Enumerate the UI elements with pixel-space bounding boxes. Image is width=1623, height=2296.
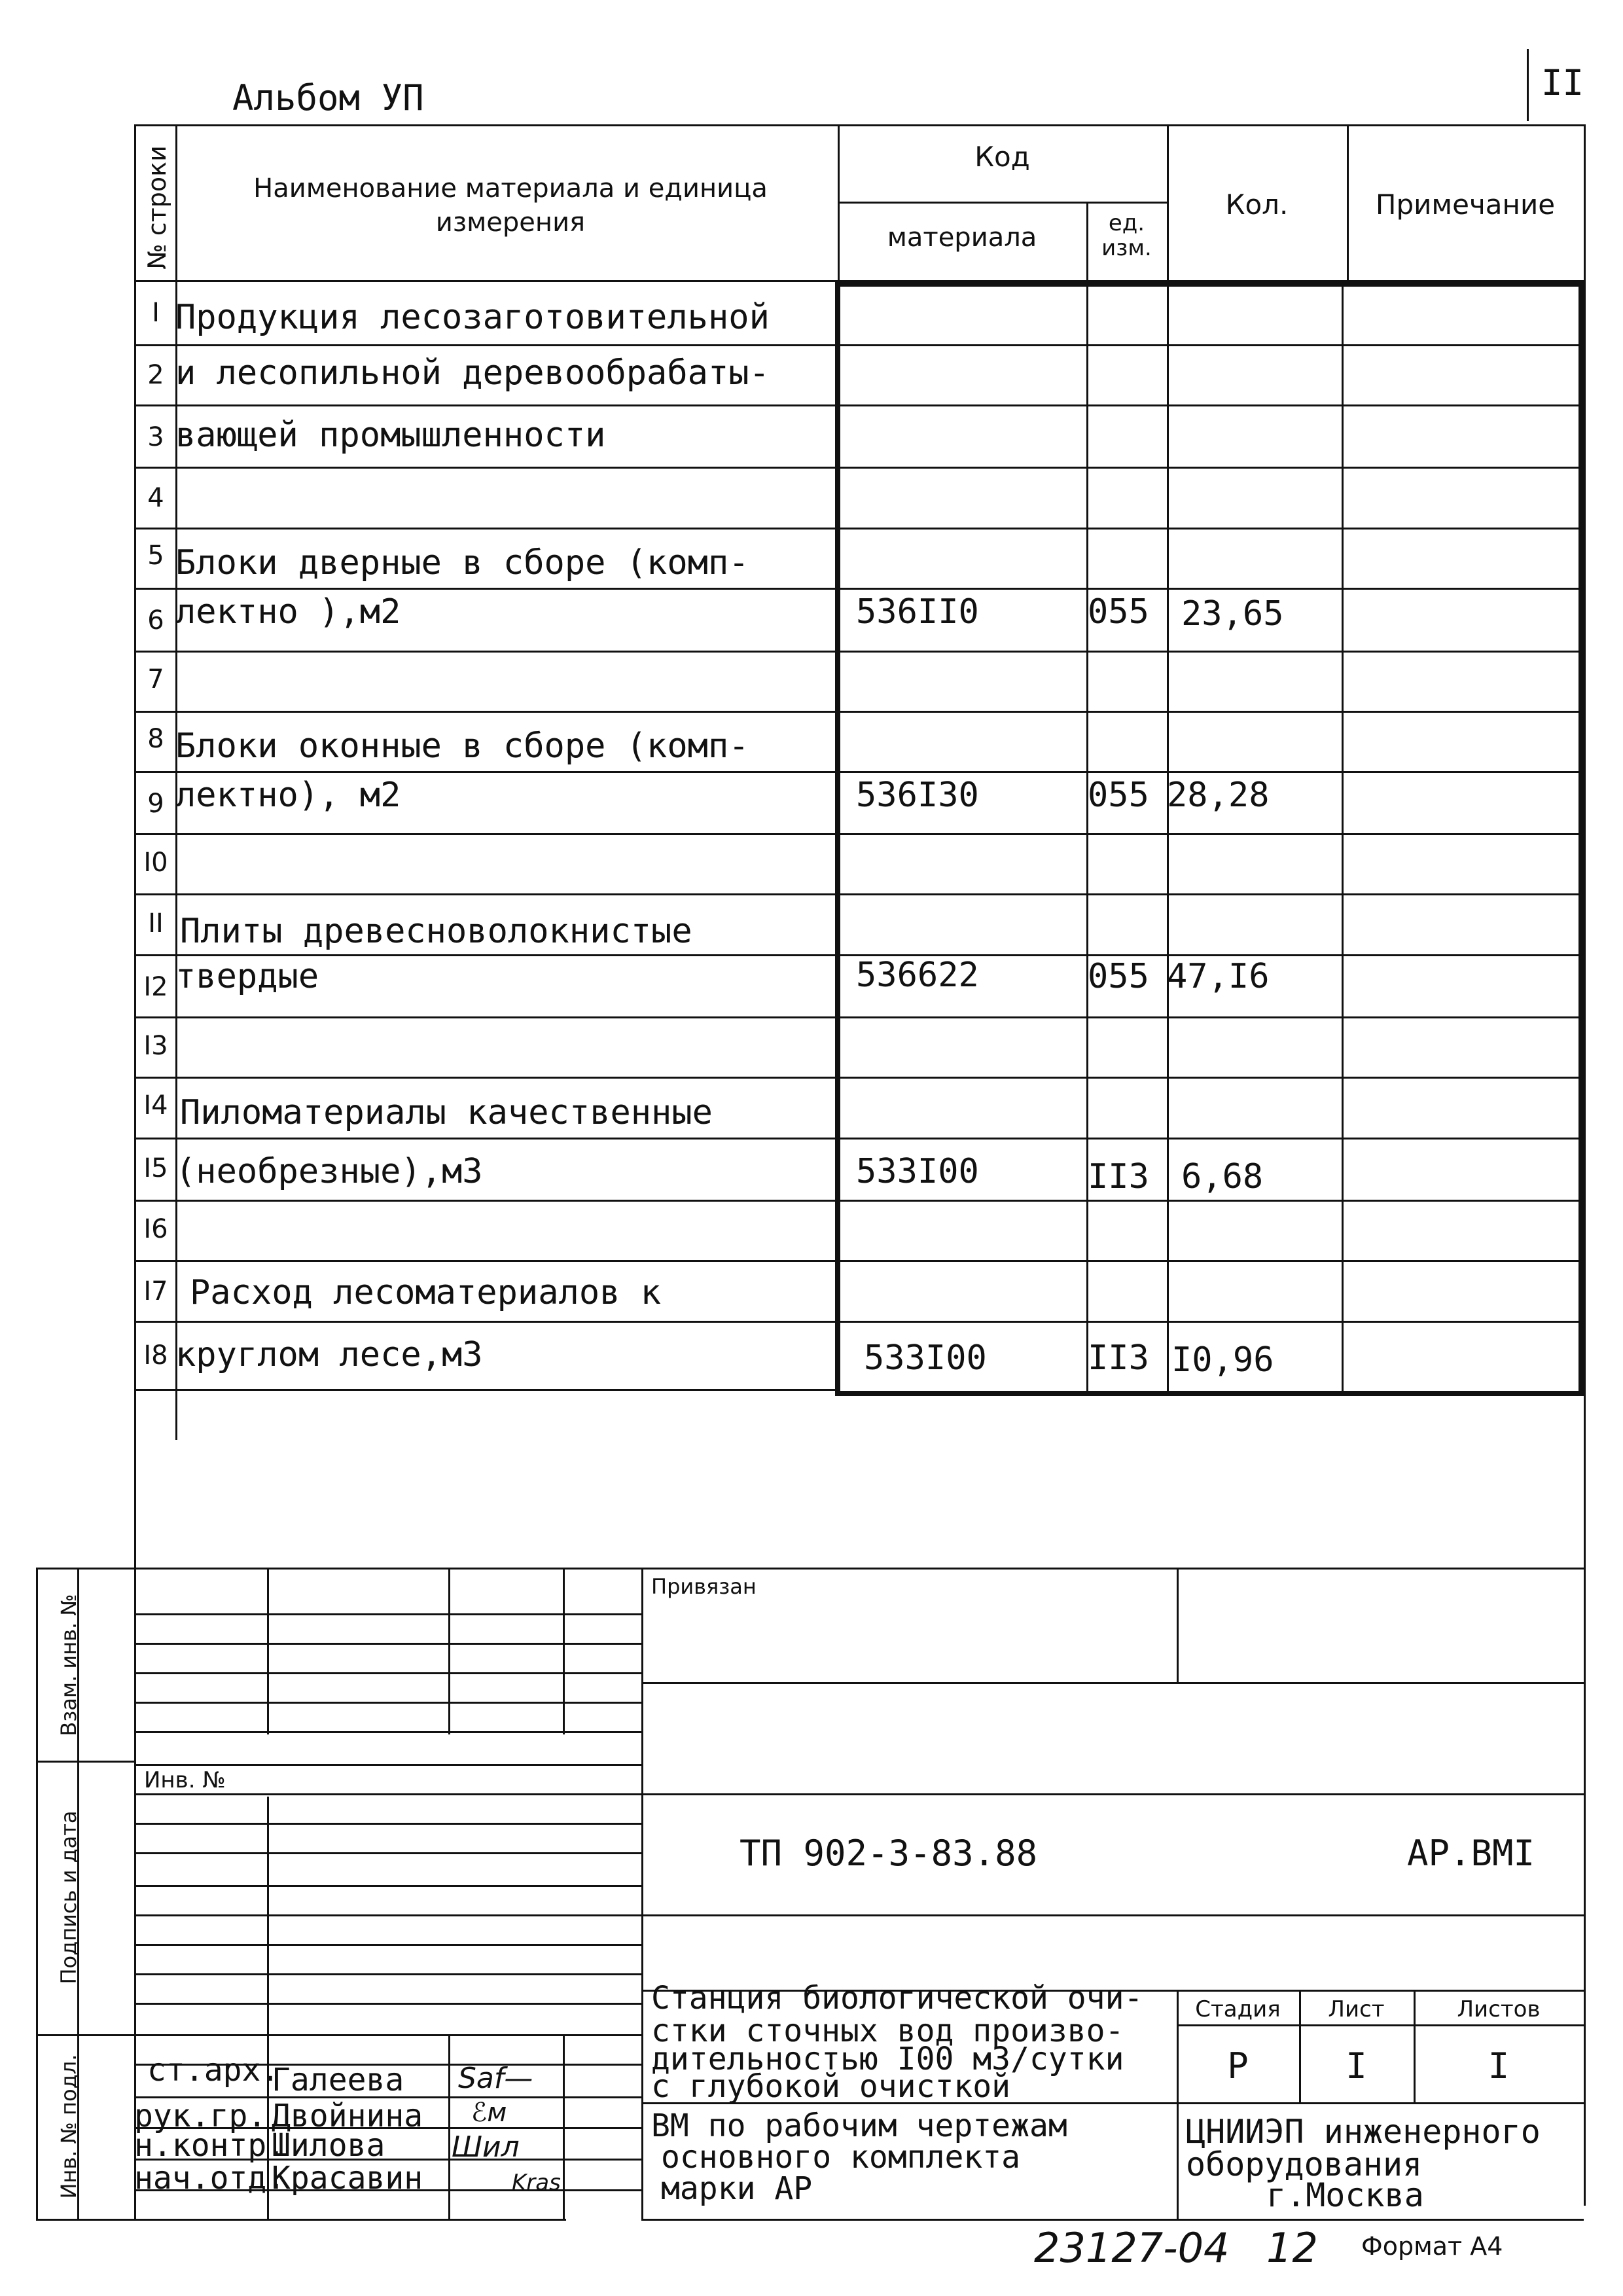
doc-code: ТП 902-3-83.88 [740, 1833, 1038, 1874]
title-line-4: с глубокой очисткой [651, 2068, 1011, 2105]
row-name: лектно ),м2 [175, 592, 401, 632]
row-number: 7 [147, 664, 164, 694]
row-name: вающей промышленности [175, 416, 606, 455]
signature: Saf— [458, 2062, 533, 2095]
privyazan-label: Привязан [651, 1574, 757, 1599]
signer-role: рук.гр. [134, 2098, 267, 2134]
title-line-1: Станция биологической очи- [651, 1980, 1143, 2017]
signer-name: Красавин [272, 2160, 423, 2197]
signer-role: ст.арх. [147, 2052, 280, 2089]
row-unit: 055 [1088, 592, 1149, 632]
side-label-inv-podl: Инв. № подл. [56, 2054, 81, 2199]
row-name: Блоки оконные в сборе (комп- [175, 726, 749, 766]
row-unit: II3 [1088, 1338, 1149, 1378]
row-name: Пиломатериалы качественные [180, 1093, 713, 1132]
row-name: Продукция лесозаготовительной [175, 298, 770, 337]
row-name: Блоки дверные в сборе (комп- [175, 543, 749, 583]
col-code-unit-header [1086, 211, 1167, 260]
signer-name: Галеева [272, 2062, 404, 2098]
org-line-1: ЦНИИЭП инженерного [1186, 2113, 1541, 2151]
col-qty-header: Кол. [1225, 188, 1289, 221]
row-qty: 23,65 [1181, 594, 1284, 634]
sheet-value: I [1346, 2045, 1367, 2087]
row-name: лектно), м2 [175, 776, 401, 815]
row-code: 533I00 [864, 1338, 987, 1378]
row-number: 2 [147, 360, 164, 390]
col-code-unit-text: ед. изм. [1101, 210, 1152, 261]
handwritten-archive-number: 23127-04 [1034, 2224, 1230, 2272]
row-qty: 47,I6 [1167, 957, 1270, 996]
subtitle-line-2: основного комплекта [661, 2139, 1021, 2176]
row-number: I8 [143, 1340, 168, 1371]
stage-value: Р [1227, 2045, 1249, 2087]
row-number: I2 [143, 972, 168, 1002]
row-number: 6 [147, 605, 164, 636]
row-number: I6 [143, 1214, 168, 1244]
sheet-number: II [1541, 62, 1584, 103]
col-name-header [196, 171, 825, 240]
content-top-thick [835, 281, 1584, 287]
row-name: твердые [175, 957, 319, 996]
content-bottom-thick [835, 1391, 1584, 1396]
title-line-3: дительностью I00 м3/сутки [651, 2041, 1124, 2077]
row-number: II [148, 908, 164, 939]
org-line-2: оборудования [1186, 2145, 1423, 2183]
signer-role: н.контр. [134, 2127, 286, 2164]
row-qty: 28,28 [1167, 776, 1270, 815]
handwritten-page-number: 12 [1266, 2224, 1318, 2272]
row-code: 536I30 [856, 776, 979, 815]
signature: Шил [452, 2130, 520, 2164]
album-label: Альбом УП [232, 77, 424, 118]
subtitle-line-3: марки АР [661, 2170, 813, 2207]
col-rownum-header: № строки [143, 145, 171, 270]
format-label: Формат А4 [1361, 2232, 1503, 2261]
row-number: 4 [147, 483, 164, 513]
row-qty: 6,68 [1181, 1157, 1264, 1196]
row-name: (необрезные),м3 [175, 1152, 483, 1191]
row-qty: I0,96 [1171, 1340, 1274, 1380]
row-name: Расход лесоматериалов к [190, 1273, 662, 1312]
side-label-podpis: Подпись и дата [56, 1810, 81, 1984]
content-right-thick [1578, 281, 1584, 1394]
signer-role: нач.отд. [134, 2160, 286, 2197]
col-name-header-text: Наименование материала и единица измерения [253, 173, 768, 238]
row-unit: 055 [1088, 776, 1149, 815]
row-code: 536II0 [856, 592, 979, 632]
col-code-material-header: материала [887, 223, 1037, 253]
signer-name: Двойнина [272, 2098, 423, 2134]
row-unit: II3 [1088, 1157, 1149, 1196]
row-number: 9 [147, 789, 164, 819]
frame-right-line [1584, 124, 1586, 2206]
org-line-3: г.Москва [1266, 2176, 1424, 2214]
content-left-thick [835, 281, 840, 1394]
row-number: 5 [147, 541, 164, 571]
stage-label: Стадия [1195, 1996, 1281, 2022]
signature: ℰм [471, 2098, 507, 2128]
row-number: I5 [143, 1153, 168, 1183]
row-number: 3 [147, 422, 164, 452]
row-number: 8 [147, 724, 164, 754]
row-name: Плиты древесноволокнистые [180, 912, 692, 951]
row-name: и лесопильной деревообрабаты- [175, 353, 770, 393]
title-line-2: стки сточных вод произво- [651, 2013, 1124, 2049]
sheet-number-divider [1527, 49, 1529, 121]
row-number: I [152, 298, 160, 328]
doc-mark: АР.ВМI [1407, 1833, 1535, 1874]
col-code-header: Код [974, 141, 1030, 173]
subtitle-line-1: ВМ по рабочим чертежам [651, 2108, 1067, 2144]
row-unit: 055 [1088, 957, 1149, 996]
row-number: I0 [143, 848, 168, 878]
signature: Kras [512, 2170, 561, 2196]
row-number: I3 [143, 1031, 168, 1061]
row-code: 533I00 [856, 1152, 979, 1191]
table-top-line [134, 124, 1586, 126]
sheets-value: I [1488, 2045, 1510, 2087]
signer-name: Шилова [272, 2127, 385, 2164]
row-number: I7 [143, 1276, 168, 1306]
inv-no-label: Инв. № [144, 1767, 226, 1793]
row-name: круглом лесе,м3 [175, 1335, 483, 1374]
sheet-label: Лист [1328, 1996, 1385, 2022]
row-number: I4 [143, 1090, 168, 1121]
sheets-label: Листов [1457, 1996, 1541, 2022]
row-code: 536622 [856, 956, 979, 995]
side-label-vzam: Взам. инв. № [56, 1594, 81, 1736]
col-note-header: Примечание [1375, 188, 1556, 221]
